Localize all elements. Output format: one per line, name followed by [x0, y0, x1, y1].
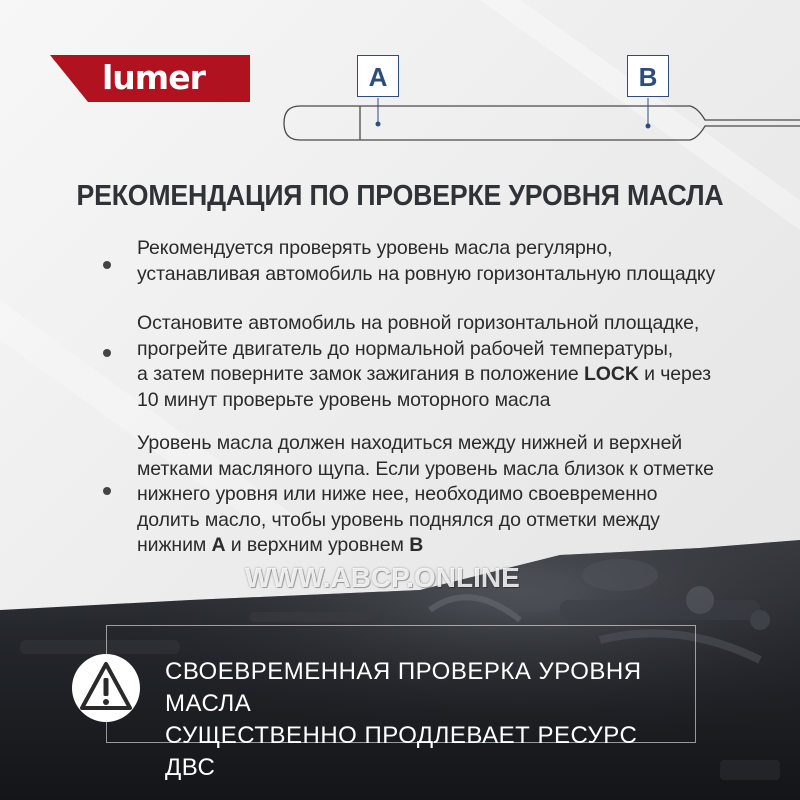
paragraph-line: нижнего уровня или ниже нее, необходимо своевременно [137, 483, 658, 505]
paragraph-line [137, 533, 777, 559]
paragraph-line: долить масло, чтобы уровень поднялся до отметки между [137, 508, 660, 531]
paragraph-1 [137, 236, 777, 287]
warning-triangle-icon [70, 652, 142, 724]
bullet-point [103, 349, 111, 357]
paragraph-2 [137, 311, 777, 413]
text-span: нижним [137, 534, 212, 556]
brand-logo-text: lumer [102, 58, 205, 97]
mark-b-label: B [409, 534, 424, 556]
text-span: и верхним уровнем [225, 534, 410, 556]
page-title: РЕКОМЕНДАЦИЯ ПО ПРОВЕРКЕ УРОВНЯ МАСЛА [76, 180, 724, 212]
warning-line: СУЩЕСТВЕННО ПРОДЛЕВАЕТ РЕСУРС ДВС [165, 722, 638, 781]
paragraph-line: Рекомендуется проверять уровень масла регулярно, [137, 237, 613, 259]
mark-a-label: A [211, 534, 226, 556]
paragraph-line: Уровень масла должен находиться между нижней и верхней [137, 432, 683, 454]
text-span: и через [638, 363, 711, 385]
paragraph-3 [137, 431, 777, 559]
paragraph-line: прогрейте двигатель до нормальной рабочей температуры, [137, 337, 674, 360]
text-span: а затем поверните замок зажигания в положение [137, 363, 584, 385]
bullet-point [103, 261, 111, 269]
paragraph-line: устанавливая автомобиль на ровную горизонтальную площадку [137, 262, 716, 285]
paragraph-line: Остановите автомобиль на ровной горизонтальной площадке, [137, 312, 700, 334]
lock-label: LOCK [583, 363, 639, 385]
bullet-point [103, 487, 111, 495]
paragraph-line: метками масляного щупа. Если уровень масла близок к отметке [137, 457, 714, 480]
paragraph-line: 10 минут проверьте уровень моторного масла [137, 388, 551, 411]
warning-line: СВОЕВРЕМЕННАЯ ПРОВЕРКА УРОВНЯ МАСЛА [165, 658, 642, 717]
warning-text [165, 656, 685, 784]
paragraph-line [137, 362, 777, 388]
watermark: WWW.ABCP.ONLINE [245, 562, 520, 593]
dipstick-mark-b: B [627, 55, 669, 97]
dipstick-mark-a: A [357, 55, 399, 97]
